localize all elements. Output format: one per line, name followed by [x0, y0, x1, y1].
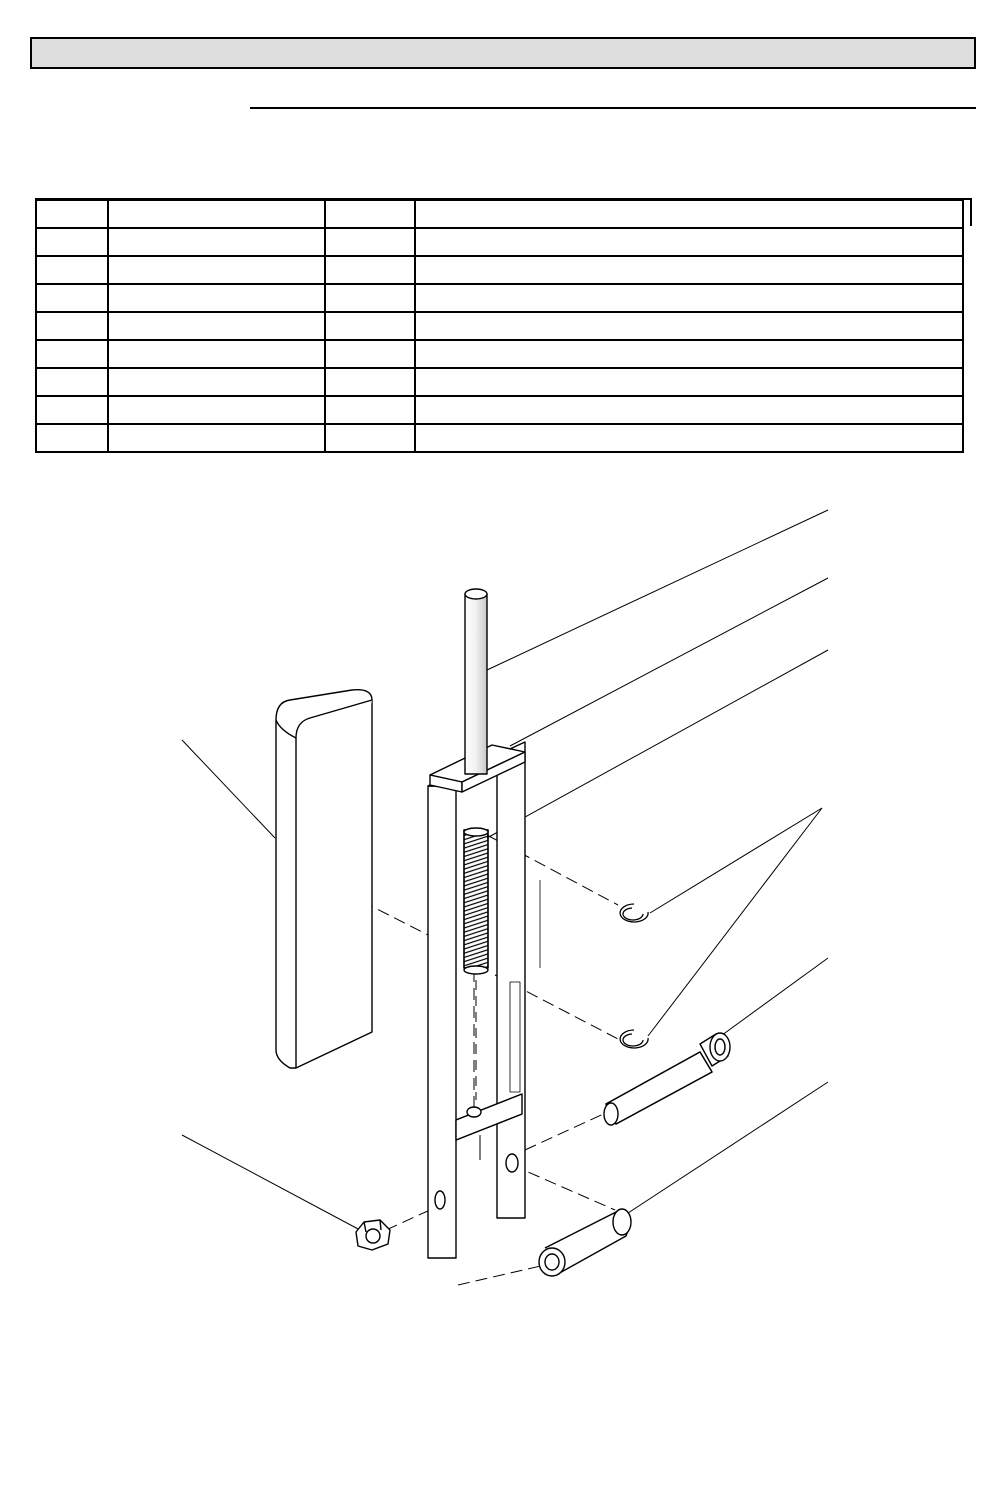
table-row: [36, 396, 963, 424]
table-cell: [415, 396, 963, 424]
table-row: [36, 284, 963, 312]
hex-nut: [356, 1220, 390, 1250]
table-cell: [325, 424, 415, 452]
table-cell: [415, 312, 963, 340]
table-cell: [36, 340, 108, 368]
table-row: [36, 256, 963, 284]
table-cell: [325, 396, 415, 424]
bolt: [604, 1033, 730, 1125]
table-cell: [415, 340, 963, 368]
column-header: [415, 200, 963, 229]
spacer-tube: [539, 1209, 631, 1276]
table-cell: [36, 256, 108, 284]
column-header: [108, 200, 325, 229]
table-cell: [108, 284, 325, 312]
table-cell: [108, 312, 325, 340]
table-row: [36, 368, 963, 396]
table-cell: [108, 368, 325, 396]
parts-table: [35, 198, 964, 453]
u-channel-bracket: [428, 742, 540, 1258]
table-cell: [108, 396, 325, 424]
table-cell: [325, 284, 415, 312]
table-cell: [36, 396, 108, 424]
table-cell: [325, 256, 415, 284]
table-row: [36, 228, 963, 256]
header-bar: [30, 37, 976, 69]
exploded-assembly-diagram: [0, 480, 1008, 1340]
table-row: [36, 424, 963, 452]
table-cell: [325, 312, 415, 340]
table-row: [36, 340, 963, 368]
spring: [464, 828, 488, 974]
table-cell: [36, 284, 108, 312]
table-cell: [415, 256, 963, 284]
side-pad: [276, 690, 372, 1068]
column-header: [325, 200, 415, 229]
table-cell: [325, 368, 415, 396]
table-cell: [36, 312, 108, 340]
table-cell: [108, 424, 325, 452]
table-cell: [36, 368, 108, 396]
table-row: [36, 312, 963, 340]
column-header: [36, 200, 108, 229]
table-cell: [108, 256, 325, 284]
table-cell: [415, 424, 963, 452]
table-cell: [415, 284, 963, 312]
table-cell: [108, 340, 325, 368]
title-rule: [250, 107, 976, 109]
table-header-tab: [964, 198, 972, 226]
table-cell: [36, 228, 108, 256]
table-cell: [415, 228, 963, 256]
table-cell: [325, 340, 415, 368]
table-header-row: [36, 200, 963, 229]
table-cell: [415, 368, 963, 396]
table-cell: [108, 228, 325, 256]
circlips: [620, 904, 648, 1048]
table-cell: [325, 228, 415, 256]
table-cell: [36, 424, 108, 452]
